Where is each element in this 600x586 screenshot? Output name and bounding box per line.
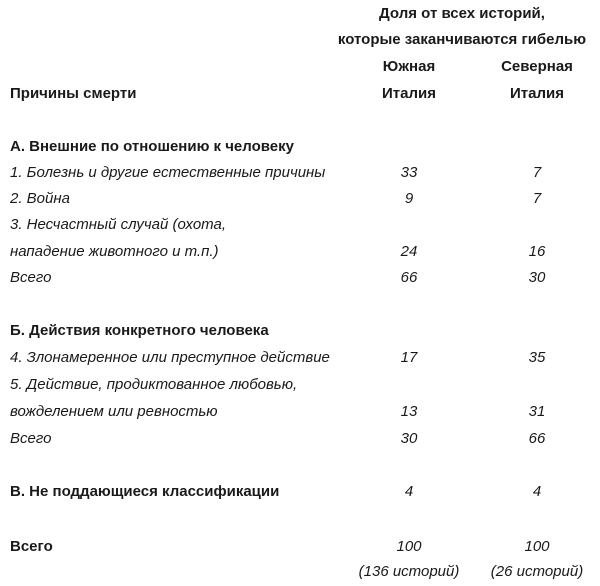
row-5-south: 13 [400, 403, 418, 420]
grand-total-north-note: (26 историй) [490, 563, 584, 580]
grand-total-south: 100 [396, 538, 422, 555]
section-a-total-north: 30 [528, 269, 546, 286]
section-b-total-north: 66 [528, 430, 546, 447]
section-v-title: В. Не поддающиеся классификации [10, 483, 280, 500]
row-4-north: 35 [528, 349, 546, 366]
grand-total-north: 100 [524, 538, 550, 555]
col-south-header-line1: Южная [382, 58, 436, 75]
row-5-north: 31 [528, 403, 546, 420]
section-b-total-label: Всего [10, 430, 52, 447]
grand-total-label: Всего [10, 538, 53, 555]
section-b-total-south: 30 [400, 430, 418, 447]
row-5-label-line1: 5. Действие, продиктованное любовью, [10, 376, 298, 393]
row-3-north: 16 [528, 243, 546, 260]
section-v-south: 4 [404, 483, 414, 500]
section-v-north: 4 [532, 483, 542, 500]
row-5-label-line2: вожделением или ревностью [10, 403, 218, 420]
share-header-line2: которые заканчиваются гибелью [337, 31, 587, 48]
row-3-label-line2: нападение животного и т.п.) [10, 243, 219, 260]
share-header-line1: Доля от всех историй, [379, 5, 545, 22]
row-4-label: 4. Злонамеренное или преступное действие [10, 349, 330, 366]
row-3-south: 24 [400, 243, 418, 260]
section-a-total-south: 66 [400, 269, 418, 286]
col-south-header-line2: Италия [382, 85, 436, 102]
row-1-north: 7 [532, 164, 542, 181]
row-2-north: 7 [532, 190, 542, 207]
grand-total-south-note: (136 историй) [358, 563, 460, 580]
row-1-label: 1. Болезнь и другие естественные причины [10, 164, 326, 181]
col-north-header-line1: Северная [501, 58, 573, 75]
row-1-south: 33 [400, 164, 418, 181]
section-a-title: А. Внешние по отношению к человеку [10, 138, 294, 155]
section-a-total-label: Всего [10, 269, 52, 286]
row-2-south: 9 [404, 190, 414, 207]
col-north-header-line2: Италия [510, 85, 564, 102]
causes-header: Причины смерти [10, 85, 137, 102]
section-b-title: Б. Действия конкретного человека [10, 322, 269, 339]
row-3-label-line1: 3. Несчастный случай (охота, [10, 216, 227, 233]
row-4-south: 17 [400, 349, 418, 366]
row-2-label: 2. Война [10, 190, 70, 207]
